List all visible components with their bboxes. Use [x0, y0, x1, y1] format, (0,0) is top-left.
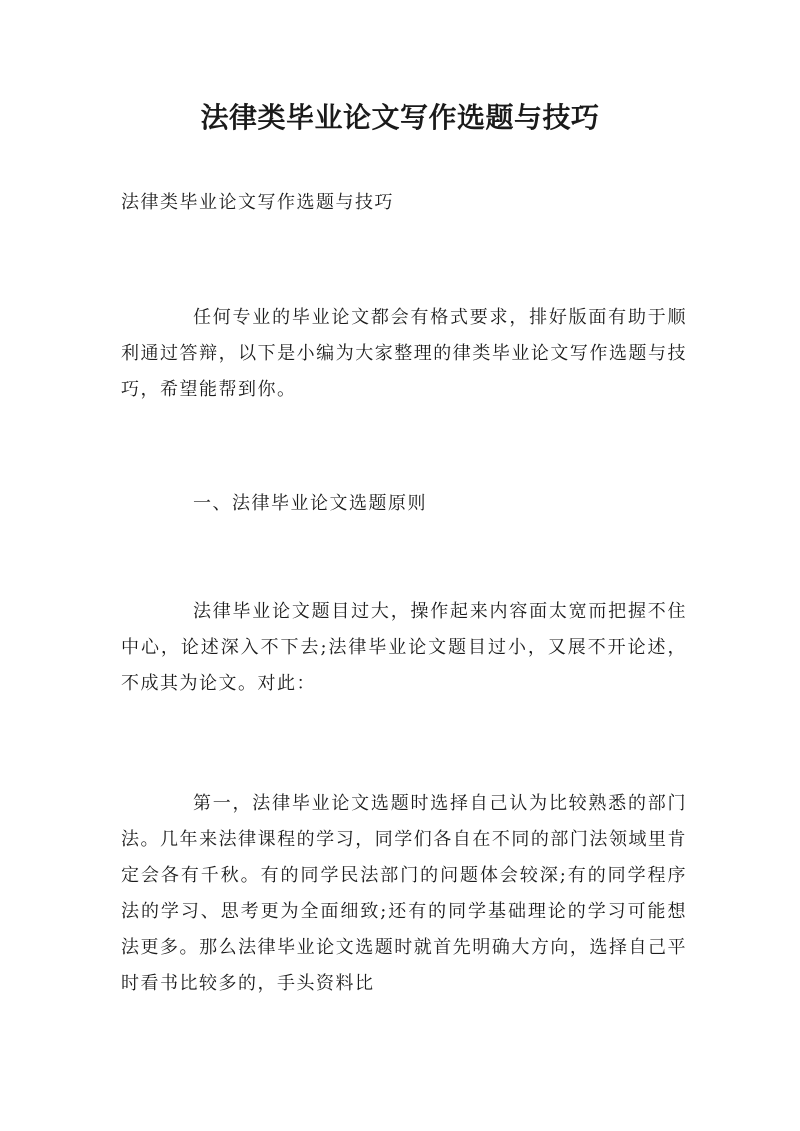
section-heading: 一、法律毕业论文选题原则	[193, 493, 427, 514]
body-paragraph: 法律毕业论文题目过大，操作起来内容面太宽而把握不住中心，论述深入不下去;法律毕业论文题目过小，又展不开论述，不成其为论文。对此：	[121, 601, 687, 694]
document-subtitle: 法律类毕业论文写作选题与技巧	[121, 192, 394, 213]
intro-paragraph: 任何专业的毕业论文都会有格式要求，排好版面有助于顺利通过答辩，以下是小编为大家整理的律类毕业论文写作选题与技巧，希望能帮到你。	[121, 307, 687, 400]
document-title: 法律类毕业论文写作选题与技巧	[200, 101, 600, 134]
body-paragraph: 第一，法律毕业论文选题时选择自己认为比较熟悉的部门法。几年来法律课程的学习，同学们各自在不同的部门法领域里肯定会各有千秋。有的同学民法部门的问题体会较深;有的同学程序法的学习、思考更为全面细致;还有的同学基础理论的学习可能想法更多。那么法律毕业论文选题时就首先明确大方向，选择自己平时看书比较多的，手头资料比	[121, 793, 687, 994]
